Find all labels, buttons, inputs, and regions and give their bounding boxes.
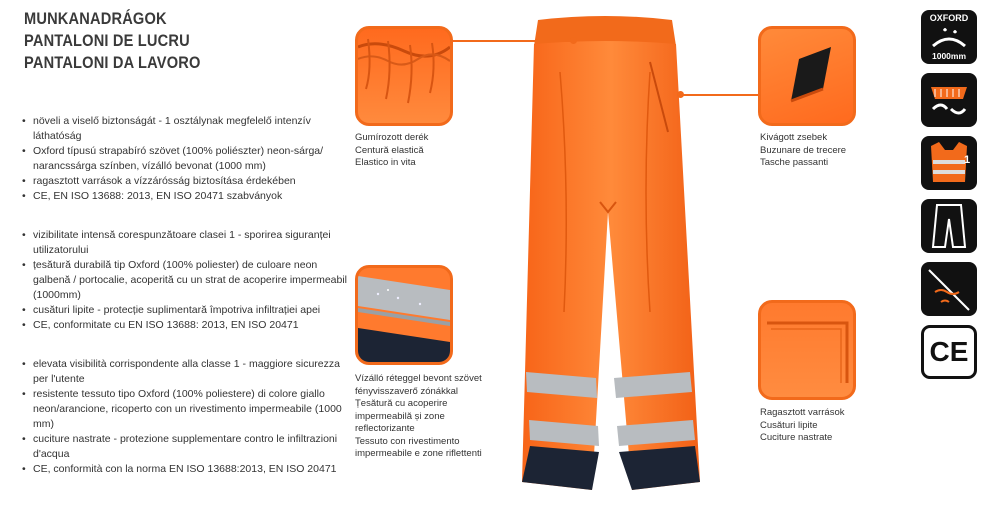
list-item: • elevata visibilità corrispondente alla classe 1 - maggiore sicurezza per l'utente xyxy=(22,357,352,387)
taped-seams-icon xyxy=(921,262,977,316)
work-pants-image xyxy=(500,12,710,522)
pocket-leader-dot xyxy=(677,91,684,98)
elastic-waist-icon xyxy=(358,29,450,123)
waist-leader-line xyxy=(453,40,573,42)
hi-vis-class-icon: 1 xyxy=(921,136,977,190)
pocket-leader-line xyxy=(680,94,758,96)
title-block xyxy=(24,8,229,74)
oxford-waterproof-icon: OXFORD 1000mm xyxy=(921,10,977,64)
waist-detail-image xyxy=(355,26,453,126)
list-item: • CE, conformitate cu EN ISO 13688: 2013, EN ISO 20471 xyxy=(22,318,352,333)
seams-caption: Ragasztott varrások Cusături lipite Cuciture nastrate xyxy=(760,407,845,443)
bullet-list-it xyxy=(22,357,352,477)
elastic-waist-feature-icon xyxy=(921,73,977,127)
feature-icons xyxy=(921,10,977,388)
reflective-detail-image xyxy=(355,265,453,365)
list-item: • CE, conformità con la norma EN ISO 13688:2013, EN ISO 20471 xyxy=(22,462,352,477)
reflective-caption: Vízálló réteggel bevont szövet fényvisszaverő zónákkal Țesătură cu acoperire impermeabilă și zone reflectorizante Tessuto con rivestimento impermeabile e zone riflettenti xyxy=(355,373,482,459)
title-hu: MUNKANADRÁGOK xyxy=(24,9,167,28)
list-item: • vizibilitate intensă corespunzătoare clasei 1 - sporirea siguranței utilizatorului xyxy=(22,228,352,258)
title-it: PANTALONI DA LAVORO xyxy=(24,53,201,72)
trousers-icon xyxy=(921,199,977,253)
list-item: • cuciture nastrate - protezione supplementare contro le infiltrazioni d'acqua xyxy=(22,432,352,462)
list-item: • növeli a viselő biztonságát - 1 osztálynak megfelelő intenzív láthatóság xyxy=(22,114,352,144)
title-ro: PANTALONI DE LUCRU xyxy=(24,31,190,50)
taped-seam-icon xyxy=(761,303,853,397)
bullet-list-ro xyxy=(22,228,352,333)
list-item: • cusături lipite - protecție suplimentară împotriva infiltrației apei xyxy=(22,303,352,318)
ce-mark-icon: CE xyxy=(921,325,977,379)
reflective-tape-icon xyxy=(358,268,450,362)
list-item: • ragasztott varrások a vízzárósság biztosítása érdekében xyxy=(22,174,352,189)
bullet-list-hu xyxy=(22,114,352,204)
list-item: • resistente tessuto tipo Oxford (100% poliestere) di colore giallo neon/arancione, ricoperto con un rivestimento impermeabile (1000 mm) xyxy=(22,387,352,432)
list-item: • țesătură durabilă tip Oxford (100% poliester) de culoare neon galbenă / portocalie, acoperită cu un strat de acoperire impermeabil (1000mm) xyxy=(22,258,352,303)
pocket-detail-image xyxy=(758,26,856,126)
pocket-icon xyxy=(761,29,853,123)
waist-caption: Gumírozott derék Centură elastică Elastico in vita xyxy=(355,132,429,168)
list-item: • CE, EN ISO 13688: 2013, EN ISO 20471 szabványok xyxy=(22,189,352,204)
pocket-caption: Kivágott zsebek Buzunare de trecere Tasche passanti xyxy=(760,132,847,168)
waist-leader-dot xyxy=(570,37,577,44)
list-item: • Oxford típusú strapabíró szövet (100% poliészter) neon-sárga/ narancssárga színben, vízálló bevonat (1000 mm) xyxy=(22,144,352,174)
seams-detail-image xyxy=(758,300,856,400)
